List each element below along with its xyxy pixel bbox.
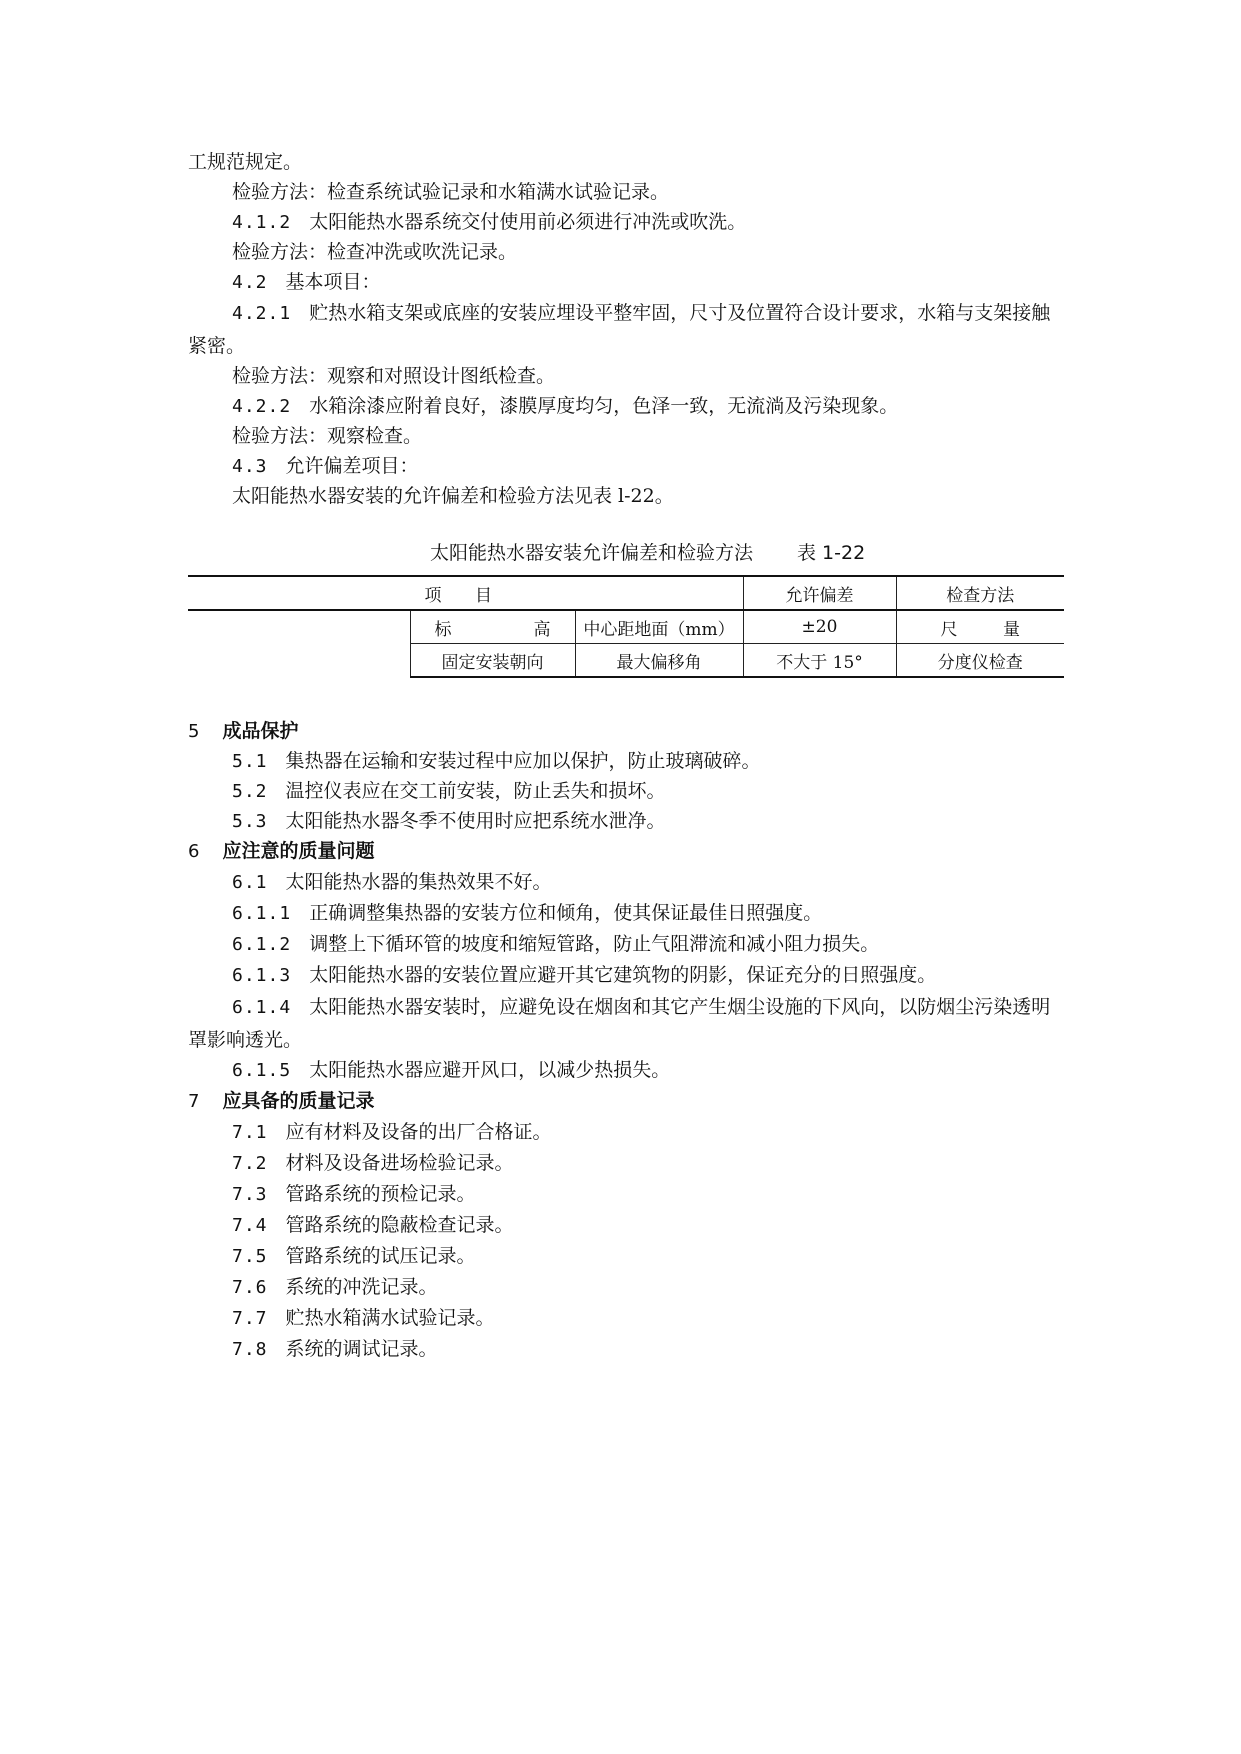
- text-line: [232, 207, 1108, 238]
- list-item: 7.1 应有材料及设备的出厂合格证。: [232, 1121, 552, 1143]
- table-cell: 最大偏移角: [575, 644, 743, 678]
- table-caption: [430, 538, 865, 568]
- header-tolerance: 允许偏差: [743, 576, 896, 610]
- list-item: 6.1.4 太阳能热水器安装时，应避免设在烟囱和其它产生烟尘设施的下风向，以防烟尘污染透明罩影响透光。: [188, 996, 1051, 1051]
- list-item: 7.7 贮热水箱满水试验记录。: [232, 1307, 495, 1329]
- table-blank-cell: [188, 610, 410, 677]
- tolerance-table: [188, 575, 1064, 678]
- clause-text: 水箱涂漆应附着良好，漆膜厚度均匀，色泽一致，无流淌及污染现象。: [309, 395, 899, 417]
- list-item: 7.5 管路系统的试压记录。: [232, 1245, 476, 1267]
- table-cell: 标 高: [410, 610, 575, 644]
- text-line: [232, 391, 1108, 422]
- list-item: 6.1.5 太阳能热水器应避开风口，以减少热损失。: [232, 1059, 671, 1081]
- list-item: 7.6 系统的冲洗记录。: [232, 1276, 438, 1298]
- header-method: 检查方法: [896, 576, 1064, 610]
- list-item: 5.2 温控仪表应在交工前安装，防止丢失和损坏。: [232, 780, 666, 802]
- table-cell: ±20: [743, 610, 896, 644]
- list-item: 7.4 管路系统的隐蔽检查记录。: [232, 1214, 514, 1236]
- list-item: 6.1 太阳能热水器的集热效果不好。: [232, 871, 552, 893]
- text-line: 工规范规定。: [188, 151, 303, 173]
- table-cell: 中心距地面（mm）: [575, 610, 743, 644]
- table-header-row: [188, 576, 1064, 610]
- clause-text: 基本项目：: [285, 271, 381, 293]
- list-item: 7.8 系统的调试记录。: [232, 1338, 438, 1360]
- table-cell: 分度仪检查: [896, 644, 1064, 678]
- clause-number: 4.3: [232, 456, 268, 477]
- text-line: [232, 451, 1108, 482]
- clause-number: 4.2.2: [232, 396, 292, 417]
- text-line: 检验方法：观察和对照设计图纸检查。: [232, 365, 556, 387]
- clause-text: 允许偏差项目：: [285, 455, 419, 477]
- clause-text: 太阳能热水器系统交付使用前必须进行冲洗或吹洗。: [309, 211, 747, 233]
- list-item: 7.3 管路系统的预检记录。: [232, 1183, 476, 1205]
- text-line: 检验方法：观察检查。: [232, 425, 423, 447]
- header-item: 项 目: [188, 576, 743, 610]
- clause-number: 4.2: [232, 272, 268, 293]
- table-cell: 尺 量: [896, 610, 1064, 644]
- list-item: 6.1.1 正确调整集热器的安装方位和倾角，使其保证最佳日照强度。: [232, 902, 823, 924]
- section-heading: 7 应具备的质量记录: [188, 1090, 375, 1112]
- table-cell: 不大于 15°: [743, 644, 896, 678]
- list-item: 5.1 集热器在运输和安装过程中应加以保护，防止玻璃破碎。: [232, 750, 761, 772]
- text-line: 检验方法：检查系统试验记录和水箱满水试验记录。: [232, 181, 670, 203]
- clause-number: 4.2.1: [232, 303, 292, 324]
- table-cell: 固定安装朝向: [410, 644, 575, 678]
- text-paragraph: [188, 297, 1064, 362]
- text-line: [232, 267, 1108, 298]
- table-number: 表 1-22: [797, 542, 866, 564]
- table-row: [188, 610, 1064, 644]
- clause-text: 贮热水箱支架或底座的安装应埋设平整牢固，尺寸及位置符合设计要求，水箱与支架接触紧密。: [188, 302, 1051, 357]
- section-heading: 5 成品保护: [188, 720, 299, 742]
- list-item: 6.1.3 太阳能热水器的安装位置应避开其它建筑物的阴影，保证充分的日照强度。: [232, 964, 937, 986]
- text-line: 太阳能热水器安装的允许偏差和检验方法见表 l-22。: [232, 485, 674, 507]
- clause-number: 4.1.2: [232, 212, 292, 233]
- list-item: 6.1.2 调整上下循环管的坡度和缩短管路，防止气阻滞流和减小阻力损失。: [232, 933, 880, 955]
- section-heading: 6 应注意的质量问题: [188, 840, 375, 862]
- list-item: 7.2 材料及设备进场检验记录。: [232, 1152, 514, 1174]
- list-item: 5.3 太阳能热水器冬季不使用时应把系统水泄净。: [232, 810, 666, 832]
- table-title: 太阳能热水器安装允许偏差和检验方法: [430, 542, 754, 564]
- text-line: 检验方法：检查冲洗或吹洗记录。: [232, 241, 518, 263]
